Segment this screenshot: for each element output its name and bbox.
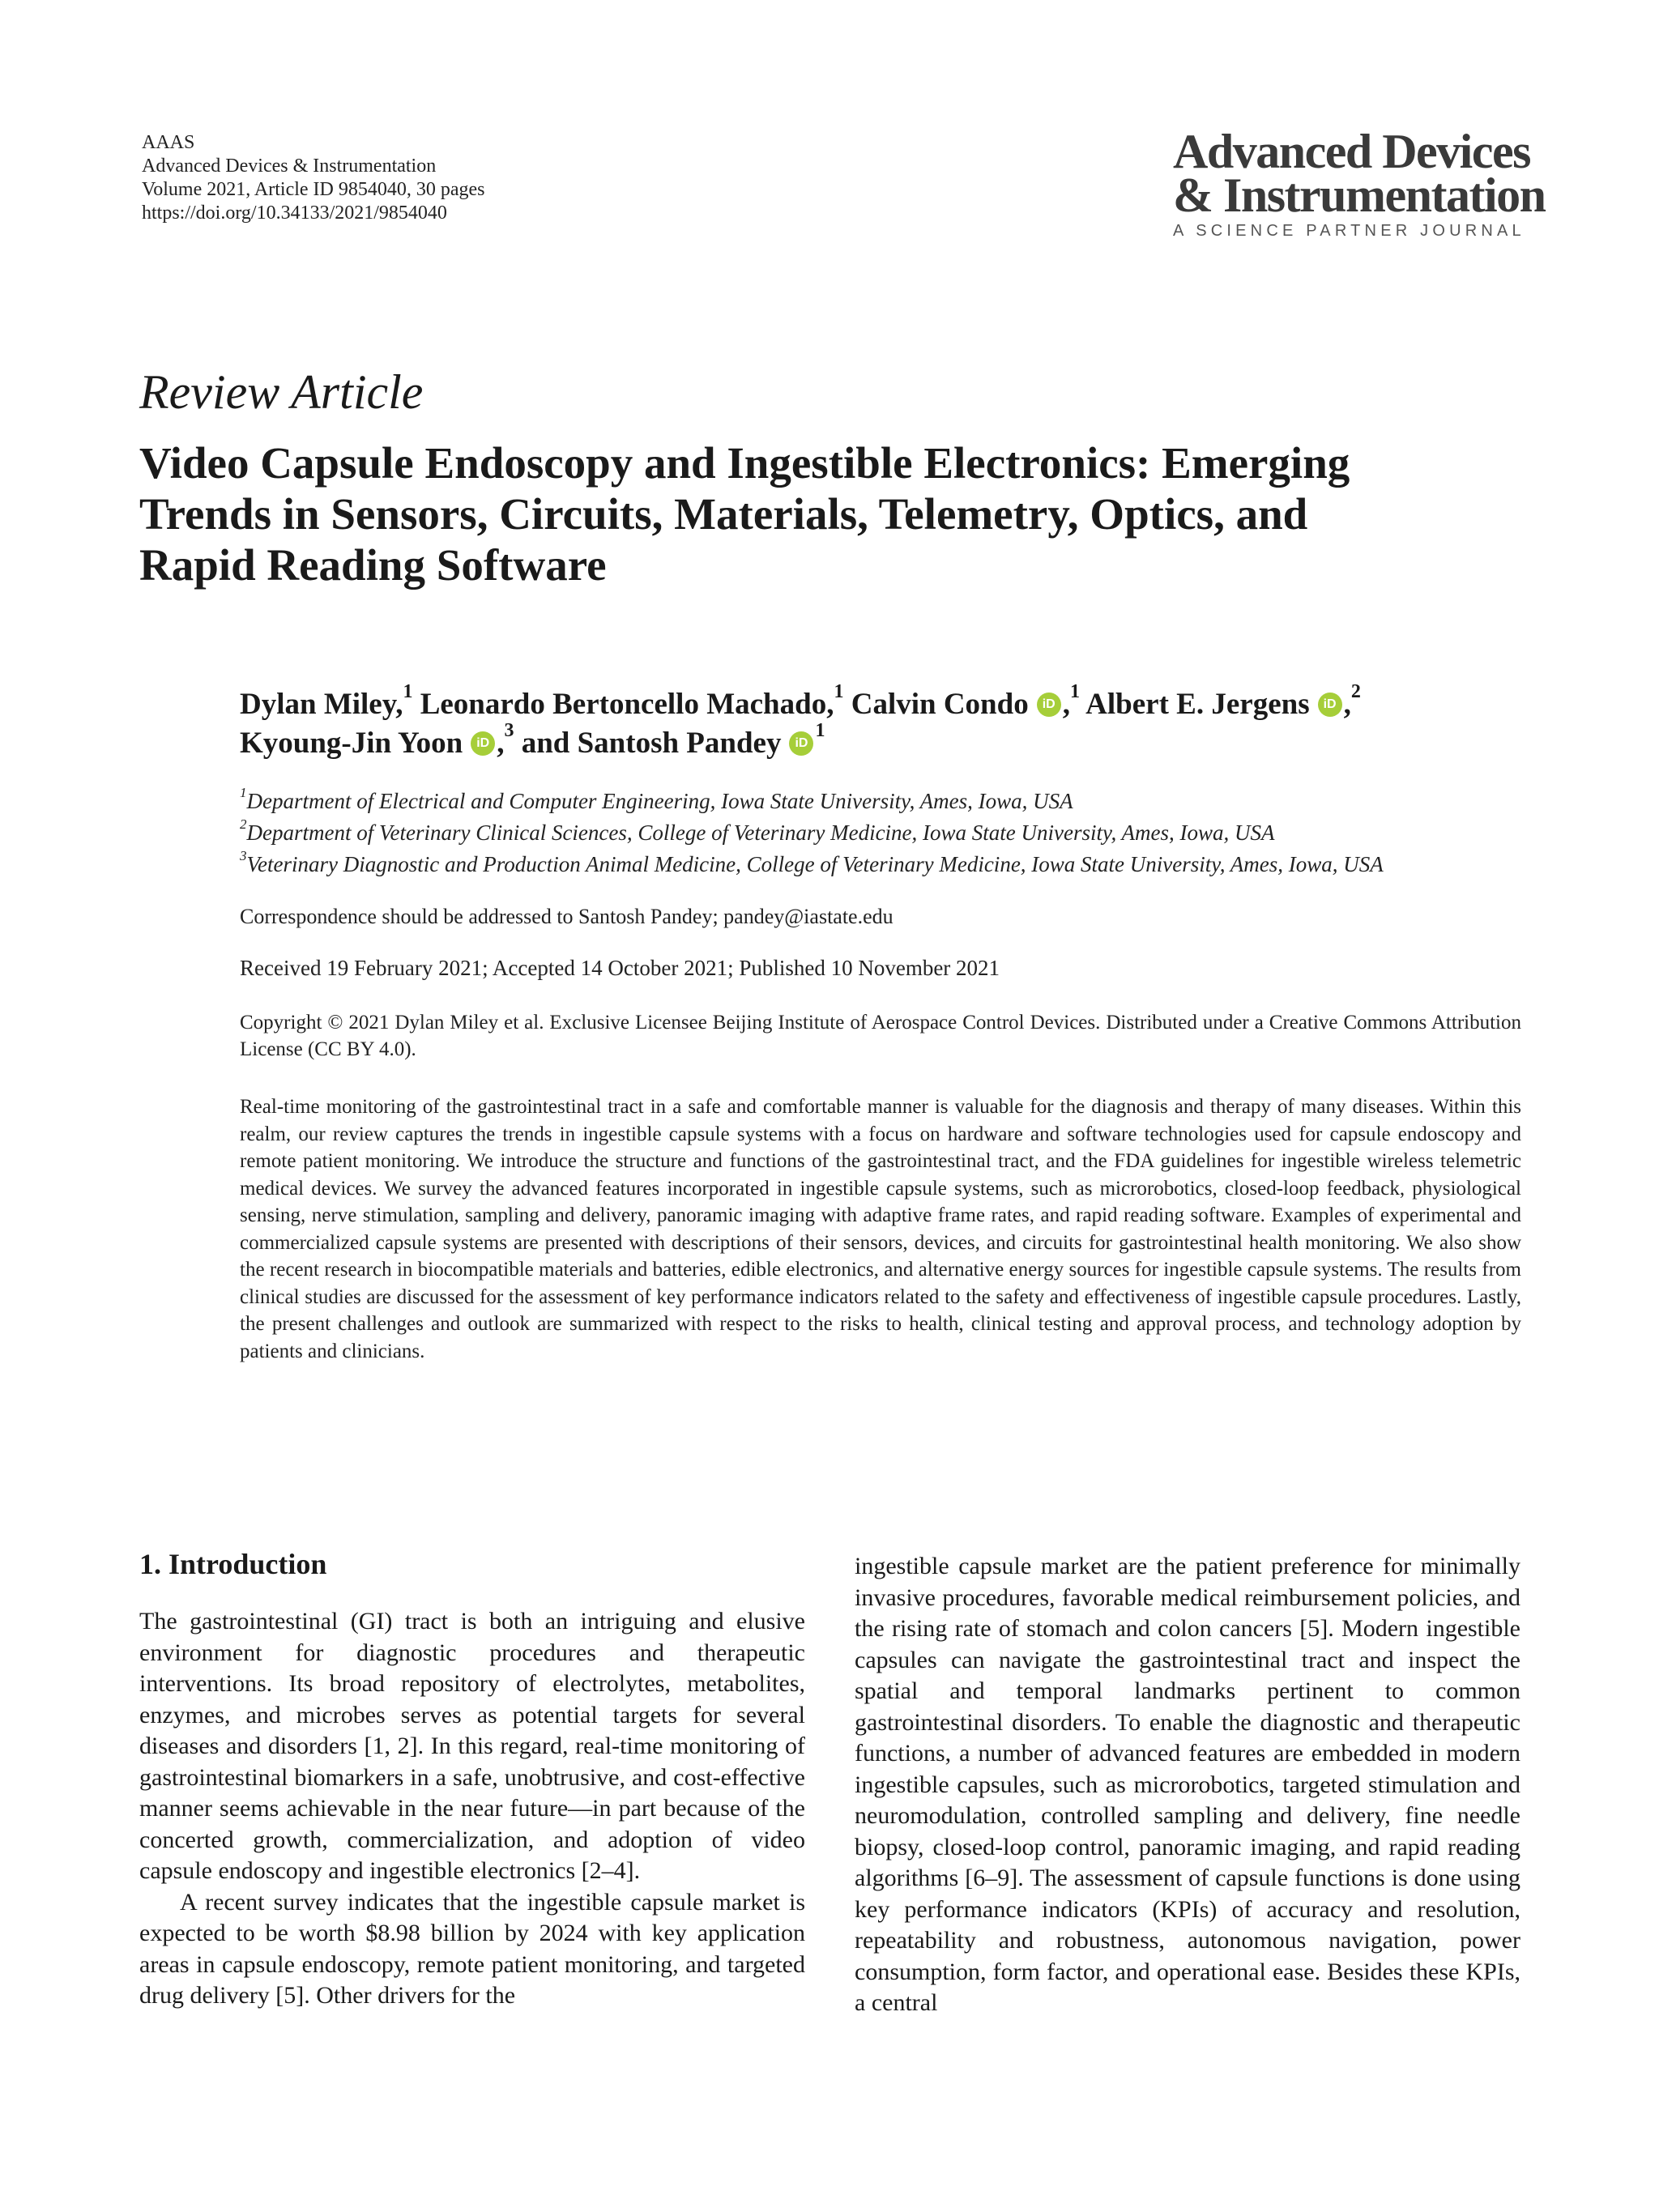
journal-name: Advanced Devices & Instrumentation bbox=[142, 156, 437, 177]
body-paragraph: ingestible capsule market are the patient preference for minimally invasive procedures, favorable medical reimbursement policies, and the rising rate of stomach and colon cancers [5]. Modern ingestible capsules can navigate the gastrointestinal tract and inspect the spatial and temporal landmarks pertinent to common gastrointestinal disorders. To enable the diagnostic and therapeutic functions, a number of advanced features are embedded in modern ingestible capsules, such as microrobotics, targeted stimulation and neuromodulation, controlled sampling and delivery, fine needle biopsy, closed-loop control, panoramic imaging, and rapid reading algorithms [6–9]. The assessment of capsule functions is done using key performance indicators (KPIs) of accuracy and resolution, repeatability and robustness, autonomous navigation, power consumption, form factor, and operational ease. Besides these KPIs, a central bbox=[855, 1553, 1520, 2016]
author-name: Dylan Miley, bbox=[240, 688, 403, 721]
logo-line-2: & Instrumentation bbox=[1173, 168, 1546, 222]
title-line: Rapid Reading Software bbox=[139, 540, 607, 590]
publication-dates: Received 19 February 2021; Accepted 14 October 2021; Published 10 November 2021 bbox=[240, 956, 1000, 980]
affiliation-number: 1 bbox=[240, 785, 247, 800]
affiliations bbox=[240, 786, 1384, 880]
author-affil-sup: 1 bbox=[834, 681, 844, 702]
orcid-icon[interactable]: iD bbox=[1037, 693, 1061, 717]
author-name: Kyoung-Jin Yoon bbox=[240, 727, 463, 760]
author-separator: , bbox=[1062, 688, 1070, 721]
author-line bbox=[240, 720, 1361, 763]
affiliation-number: 3 bbox=[240, 848, 247, 863]
right-column bbox=[855, 1551, 1520, 2019]
author-list bbox=[240, 681, 1361, 763]
author-affil-sup: 1 bbox=[403, 681, 413, 702]
body-paragraph: The gastrointestinal (GI) tract is both an intriguing and elusive environment for diagnostic procedures and therapeutic interventions. Its broad repository of electrolytes, metabolites, enzymes, and microbes serves as potential targets for several diseases and disorders [1, 2]. In this regard, real-time monitoring of gastrointestinal biomarkers in a safe, unobtrusive, and cost-effective manner seems achievable in the near future—in part because of the concerted growth, commercialization, and adoption of video capsule endoscopy and ingestible electronics [2–4]. bbox=[139, 1608, 805, 1884]
author-name: and Santosh Pandey bbox=[521, 727, 782, 760]
title-line: Video Capsule Endoscopy and Ingestible Electronics: Emerging bbox=[139, 438, 1350, 488]
orcid-icon[interactable]: iD bbox=[789, 731, 813, 756]
orcid-icon[interactable]: iD bbox=[1318, 693, 1342, 717]
section-heading: 1. Introduction bbox=[139, 1548, 327, 1580]
affiliation-item bbox=[240, 817, 1384, 849]
author-affil-sup: 3 bbox=[504, 720, 514, 741]
author-separator: , bbox=[1343, 688, 1351, 721]
journal-logo bbox=[1173, 125, 1546, 241]
affiliation-text: Department of Electrical and Computer Engineering, Iowa State University, Ames, Iowa, USA bbox=[246, 789, 1073, 813]
author-affil-sup: 1 bbox=[815, 720, 825, 741]
title-line: Trends in Sensors, Circuits, Materials, Telemetry, Optics, and bbox=[139, 489, 1308, 539]
affiliation-text: Veterinary Diagnostic and Production Animal Medicine, College of Veterinary Medicine, Iowa State University, Ames, Iowa, USA bbox=[246, 852, 1384, 876]
article-title bbox=[139, 437, 1533, 590]
logo-line-1: Advanced Devices bbox=[1173, 125, 1530, 178]
correspondence: Correspondence should be addressed to Santosh Pandey; pandey@iastate.edu bbox=[240, 905, 893, 928]
logo-tagline: A SCIENCE PARTNER JOURNAL bbox=[1173, 222, 1525, 240]
author-line bbox=[240, 681, 1361, 724]
volume-info: Volume 2021, Article ID 9854040, 30 pages bbox=[142, 179, 485, 200]
author-separator: , bbox=[497, 727, 505, 760]
affiliation-number: 2 bbox=[240, 816, 247, 832]
journal-meta bbox=[142, 131, 485, 225]
left-column bbox=[139, 1606, 805, 2012]
author-name: Leonardo Bertoncello Machado, bbox=[420, 688, 834, 721]
abstract: Real-time monitoring of the gastrointestinal tract in a safe and comfortable manner is valuable for the diagnosis and therapy of many diseases. Within this realm, our review captures the trends in ingestible capsule systems with a focus on hardware and software technologies used for capsule endoscopy and remote patient monitoring. We introduce the structure and functions of the gastrointestinal tract, and the FDA guidelines for ingestible wireless telemetric medical devices. We survey the advanced features incorporated in ingestible capsule systems, such as microrobotics, closed-loop feedback, physiological sensing, nerve stimulation, sampling and delivery, panoramic imaging with adaptive frame rates, and rapid reading software. Examples of experimental and commercialized capsule systems are presented with descriptions of their sensors, devices, and circuits for gastrointestinal health monitoring. We also show the recent research in biocompatible materials and batteries, edible electronics, and alternative energy sources for ingestible capsule systems. The results from clinical studies are discussed for the assessment of key performance indicators related to the safety and effectiveness of ingestible capsule procedures. Lastly, the present challenges and outlook are summarized with respect to the risks to health, clinical testing and approval process, and technology adoption by patients and clinicians. bbox=[240, 1096, 1521, 1362]
author-affil-sup: 2 bbox=[1350, 681, 1361, 702]
publisher-name: AAAS bbox=[142, 132, 195, 153]
author-affil-sup: 1 bbox=[1069, 681, 1080, 702]
article-type: Review Article bbox=[139, 365, 424, 419]
body-paragraph: A recent survey indicates that the ingestible capsule market is expected to be worth $8.98 billion by 2024 with key application areas in capsule endoscopy, remote patient monitoring, and targeted drug delivery [5]. Other drivers for the bbox=[139, 1888, 805, 2009]
affiliation-text: Department of Veterinary Clinical Sciences, College of Veterinary Medicine, Iowa State University, Ames, Iowa, USA bbox=[246, 820, 1275, 845]
affiliation-item bbox=[240, 849, 1384, 880]
copyright-notice: Copyright © 2021 Dylan Miley et al. Exclusive Licensee Beijing Institute of Aerospace Control Devices. Distributed under a Creative Commons Attribution License (CC BY 4.0). bbox=[240, 1012, 1521, 1060]
author-name: Albert E. Jergens bbox=[1085, 688, 1310, 721]
orcid-icon[interactable]: iD bbox=[471, 731, 495, 756]
doi-link[interactable]: https://doi.org/10.34133/2021/9854040 bbox=[142, 202, 447, 224]
affiliation-item bbox=[240, 786, 1384, 817]
author-name: Calvin Condo bbox=[851, 688, 1029, 721]
